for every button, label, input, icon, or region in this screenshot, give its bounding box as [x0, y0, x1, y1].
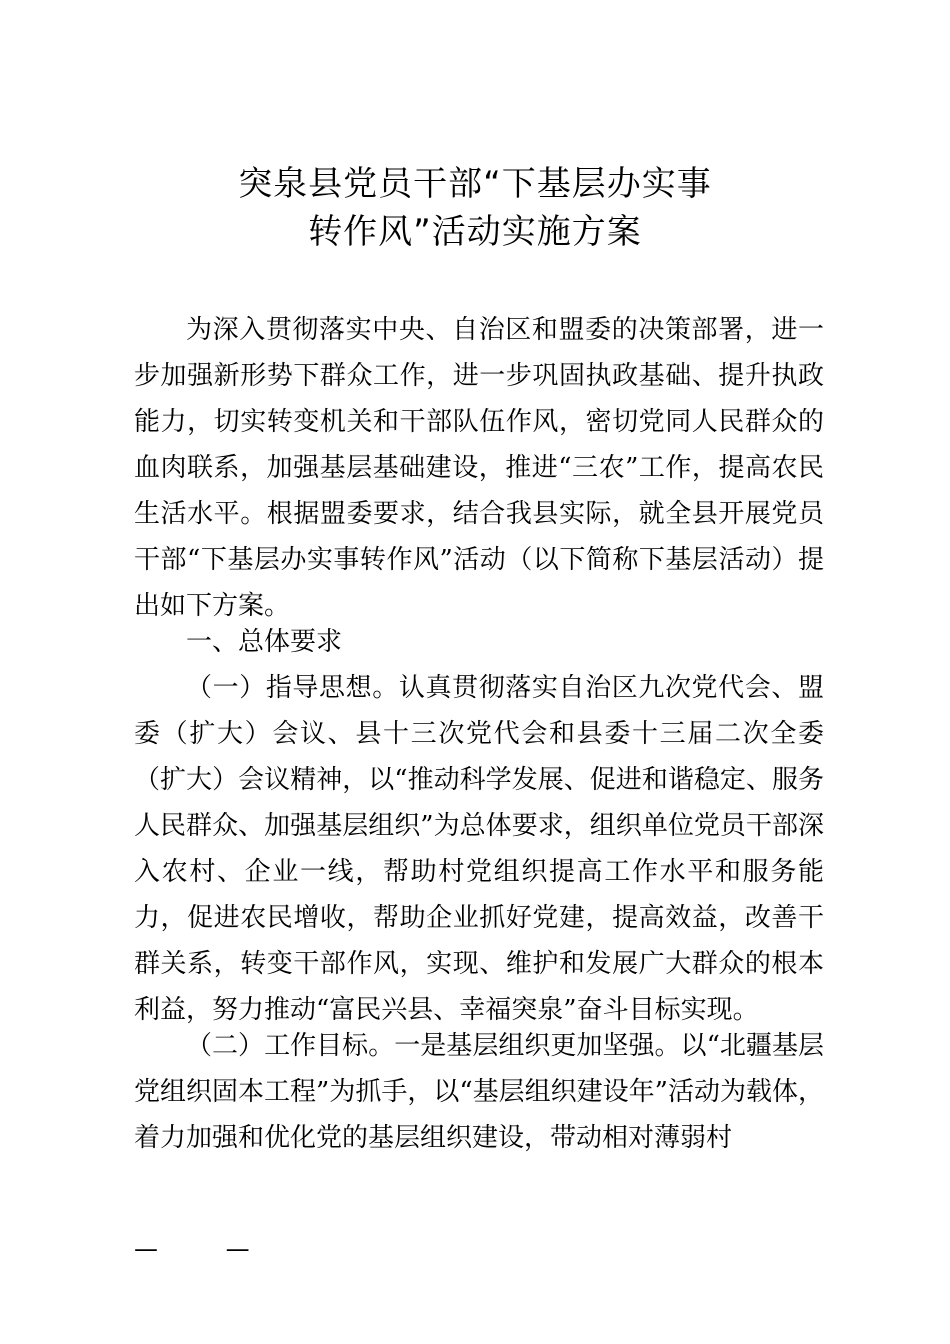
intro-paragraph: 为深入贯彻落实中央、自治区和盟委的决策部署，进一步加强新形势下群众工作，进一步巩固执政基础、提升执政能力，切实转变机关和干部队伍作风，密切党同人民群众的血肉联系，加强基层基础建设，推进“三农”工作，提高农民生活水平。根据盟委要求，结合我县实际，就全县开展党员干部“下基层办实事转作风”活动（以下简称下基层活动）提出如下方案。 — [134, 315, 824, 621]
section-heading-block — [134, 619, 824, 665]
work-goal-block — [134, 1023, 824, 1161]
guiding-thought-paragraph: （一）指导思想。认真贯彻落实自治区九次党代会、盟委（扩大）会议、县十三次党代会和县委十三届二次全委（扩大）会议精神，以“推动科学发展、促进和谐稳定、服务人民群众、加强基层组织”为总体要求，组织单位党员干部深入农村、企业一线，帮助村党组织提高工作水平和服务能力，促进农民增收，帮助企业抓好党建，提高效益，改善干群关系，转变干部作风，实现、维护和发展广大群众的根本利益，努力推动“富民兴县、幸福突泉”奋斗目标实现。 — [134, 673, 824, 1025]
document-title-line1: 突泉县党员干部“下基层办实事 — [238, 164, 712, 204]
intro-paragraph-block — [134, 307, 824, 629]
guiding-thought-block — [134, 665, 824, 1033]
work-goal-paragraph: （二）工作目标。一是基层组织更加坚强。以“北疆基层党组织固本工程”为抓手，以“基层组织建设年”活动为载体，着力加强和优化党的基层组织建设，带动相对薄弱村 — [134, 1031, 824, 1153]
page-footer-marker: — — — [134, 1235, 280, 1263]
document-title-line2: 转作风”活动实施方案 — [308, 212, 642, 252]
section-heading: 一、总体要求 — [186, 627, 343, 657]
